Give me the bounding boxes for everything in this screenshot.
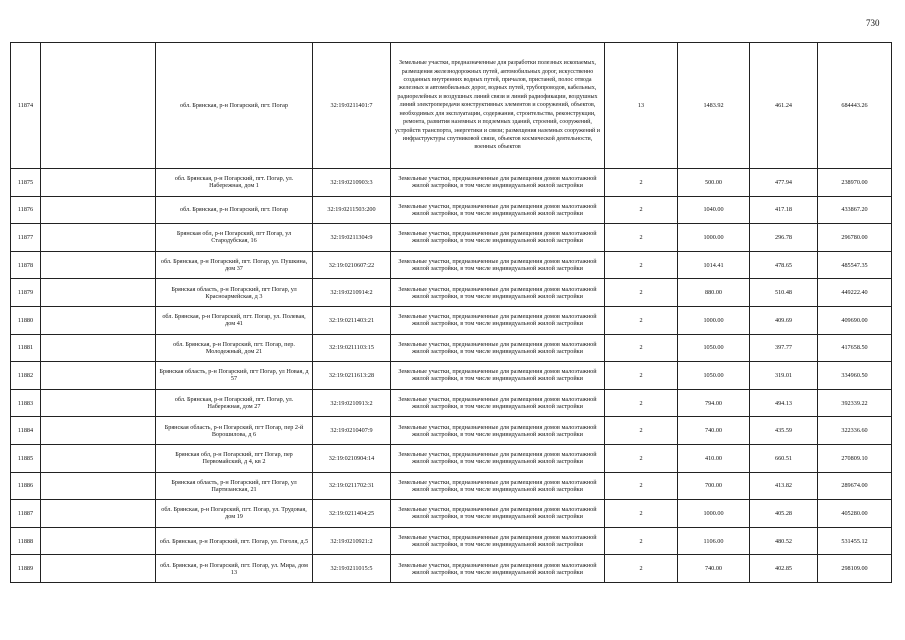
specific-value-cell: 417.18 (750, 196, 818, 224)
cadastral-number-cell: 32:19:0211702:31 (313, 472, 391, 500)
table-row (11, 500, 892, 528)
cadastral-value-cell: 322336.60 (818, 417, 892, 445)
land-use-cell: Земельные участки, предназначенные для размещения домов малоэтажной жилой застройки, в том числе индивидуальной жилой застройки (391, 472, 605, 500)
area-cell: 1040.00 (678, 196, 750, 224)
cadastral-value-cell: 449222.40 (818, 279, 892, 307)
area-cell: 740.00 (678, 555, 750, 583)
address-cell: обл. Брянская, р-н Погарский, пгт. Погар, ул. Набережная, дом 27 (156, 389, 313, 417)
row-number-cell: 11889 (11, 555, 41, 583)
row-number-cell: 11882 (11, 362, 41, 390)
specific-value-cell: 402.85 (750, 555, 818, 583)
area-cell: 1000.00 (678, 224, 750, 252)
specific-value-cell: 405.28 (750, 500, 818, 528)
table-row (11, 224, 892, 252)
cadastral-value-cell: 684443.26 (818, 43, 892, 169)
group-cell: 2 (605, 417, 678, 445)
address-cell: Брянская область, р-н Погарский, пгт Погар, ул Новая, д 57 (156, 362, 313, 390)
table-row (11, 334, 892, 362)
cadastral-number-cell: 32:19:0210903:3 (313, 169, 391, 197)
group-cell: 2 (605, 251, 678, 279)
specific-value-cell: 413.82 (750, 472, 818, 500)
specific-value-cell: 409.69 (750, 306, 818, 334)
row-number-cell: 11874 (11, 43, 41, 169)
empty-cell (41, 43, 156, 169)
address-cell: обл. Брянская, р-н Погарский, пгт. Погар, ул. Мира, дом 13 (156, 555, 313, 583)
row-number-cell: 11876 (11, 196, 41, 224)
specific-value-cell: 478.65 (750, 251, 818, 279)
group-cell: 2 (605, 279, 678, 307)
table-row (11, 417, 892, 445)
cadastral-value-cell: 417658.50 (818, 334, 892, 362)
cadastral-value-cell: 298109.00 (818, 555, 892, 583)
cadastral-number-cell: 32:19:0210913:2 (313, 389, 391, 417)
address-cell: обл. Брянская, р-н Погарский, пгт. Погар, пер. Молодежный, дом 21 (156, 334, 313, 362)
land-use-cell: Земельные участки, предназначенные для размещения домов малоэтажной жилой застройки, в том числе индивидуальной жилой застройки (391, 500, 605, 528)
group-cell: 2 (605, 169, 678, 197)
area-cell: 740.00 (678, 417, 750, 445)
group-cell: 2 (605, 500, 678, 528)
address-cell: Брянская область, р-н Погарский, пгт Погар, ул Партизанская, 21 (156, 472, 313, 500)
specific-value-cell: 319.01 (750, 362, 818, 390)
specific-value-cell: 660.51 (750, 444, 818, 472)
table-row (11, 362, 892, 390)
land-use-cell: Земельные участки, предназначенные для размещения домов малоэтажной жилой застройки, в том числе индивидуальной жилой застройки (391, 334, 605, 362)
land-use-cell: Земельные участки, предназначенные для размещения домов малоэтажной жилой застройки, в том числе индивидуальной жилой застройки (391, 444, 605, 472)
empty-cell (41, 500, 156, 528)
row-number-cell: 11877 (11, 224, 41, 252)
table-row (11, 196, 892, 224)
cadastral-number-cell: 32:19:0210407:9 (313, 417, 391, 445)
area-cell: 700.00 (678, 472, 750, 500)
address-cell: Брянская обл, р-н Погарский, пгт Погар, пер Первомайский, д 4, кв 2 (156, 444, 313, 472)
table-row (11, 472, 892, 500)
cadastral-value-cell: 289674.00 (818, 472, 892, 500)
table-row (11, 306, 892, 334)
cadastral-value-cell: 433867.20 (818, 196, 892, 224)
cadastral-value-cell: 485547.35 (818, 251, 892, 279)
cadastral-number-cell: 32:19:0211503:200 (313, 196, 391, 224)
empty-cell (41, 362, 156, 390)
table-row (11, 389, 892, 417)
address-cell: обл. Брянская, р-н Погарский, пгт. Погар (156, 196, 313, 224)
specific-value-cell: 461.24 (750, 43, 818, 169)
group-cell: 2 (605, 444, 678, 472)
group-cell: 2 (605, 527, 678, 555)
specific-value-cell: 397.77 (750, 334, 818, 362)
cadastral-number-cell: 32:19:0211404:25 (313, 500, 391, 528)
group-cell: 2 (605, 389, 678, 417)
group-cell: 2 (605, 472, 678, 500)
address-cell: Брянская область, р-н Погарский, пгт Погар, пер 2-й Ворошилова, д 6 (156, 417, 313, 445)
row-number-cell: 11886 (11, 472, 41, 500)
cadastral-value-cell: 334960.50 (818, 362, 892, 390)
cadastral-number-cell: 32:19:0210904:14 (313, 444, 391, 472)
cadastral-value-cell: 409690.00 (818, 306, 892, 334)
group-cell: 2 (605, 362, 678, 390)
row-number-cell: 11878 (11, 251, 41, 279)
area-cell: 1000.00 (678, 306, 750, 334)
area-cell: 1050.00 (678, 334, 750, 362)
empty-cell (41, 306, 156, 334)
area-cell: 794.00 (678, 389, 750, 417)
cadastral-number-cell: 32:19:0210921:2 (313, 527, 391, 555)
group-cell: 2 (605, 306, 678, 334)
empty-cell (41, 389, 156, 417)
table-row (11, 251, 892, 279)
table-row (11, 555, 892, 583)
empty-cell (41, 224, 156, 252)
address-cell: обл. Брянская, р-н Погарский, пгт. Погар, ул. Полевая, дом 41 (156, 306, 313, 334)
row-number-cell: 11883 (11, 389, 41, 417)
table-row (11, 444, 892, 472)
area-cell: 1050.00 (678, 362, 750, 390)
area-cell: 1483.92 (678, 43, 750, 169)
empty-cell (41, 334, 156, 362)
empty-cell (41, 527, 156, 555)
cadastral-number-cell: 32:19:0211103:15 (313, 334, 391, 362)
cadastral-value-cell: 531455.12 (818, 527, 892, 555)
table-row (11, 169, 892, 197)
specific-value-cell: 494.13 (750, 389, 818, 417)
area-cell: 1000.00 (678, 500, 750, 528)
cadastral-number-cell: 32:19:0210914:2 (313, 279, 391, 307)
empty-cell (41, 555, 156, 583)
group-cell: 2 (605, 555, 678, 583)
land-use-cell: Земельные участки, предназначенные для размещения домов малоэтажной жилой застройки, в том числе индивидуальной жилой застройки (391, 389, 605, 417)
empty-cell (41, 444, 156, 472)
land-use-cell: Земельные участки, предназначенные для размещения домов малоэтажной жилой застройки, в том числе индивидуальной жилой застройки (391, 417, 605, 445)
area-cell: 500.00 (678, 169, 750, 197)
table-row (11, 527, 892, 555)
address-cell: обл. Брянская, р-н Погарский, пгт. Погар (156, 43, 313, 169)
cadastral-number-cell: 32:19:0211401:7 (313, 43, 391, 169)
land-use-cell: Земельные участки, предназначенные для размещения домов малоэтажной жилой застройки, в том числе индивидуальной жилой застройки (391, 196, 605, 224)
row-number-cell: 11875 (11, 169, 41, 197)
specific-value-cell: 510.48 (750, 279, 818, 307)
row-number-cell: 11884 (11, 417, 41, 445)
cadastral-value-cell: 270809.10 (818, 444, 892, 472)
land-use-cell: Земельные участки, предназначенные для размещения домов малоэтажной жилой застройки, в том числе индивидуальной жилой застройки (391, 279, 605, 307)
land-use-cell: Земельные участки, предназначенные для разработки полезных ископаемых, размещения железнодорожных путей, автомобильных дорог, искусственно созданных внутренних водных путей, причалов, пристаней, полос отвода железных и автомобильных дорог, водных путей, трубопроводов, кабельных, радиорелейных и воздушных линий связи и линий радиофикации, воздушных линий электропередачи конструктивных элементов и сооружений, объектов, необходимых для эксплуатации, содержания, строительства, реконструкции, ремонта, развития наземных и подземных зданий, строений, сооружений, устройств транспорта, энергетики и связи; размещения наземных сооружений и инфраструктуры спутниковой связи, объектов космической деятельности, военных объектов (391, 43, 605, 169)
address-cell: Брянская обл, р-н Погарский, пгт Погар, ул Стародубская, 16 (156, 224, 313, 252)
land-use-cell: Земельные участки, предназначенные для размещения домов малоэтажной жилой застройки, в том числе индивидуальной жилой застройки (391, 169, 605, 197)
specific-value-cell: 477.94 (750, 169, 818, 197)
land-use-cell: Земельные участки, предназначенные для размещения домов малоэтажной жилой застройки, в том числе индивидуальной жилой застройки (391, 224, 605, 252)
specific-value-cell: 435.59 (750, 417, 818, 445)
address-cell: обл. Брянская, р-н Погарский, пгт. Погар, ул. Трудовая, дом 19 (156, 500, 313, 528)
area-cell: 410.00 (678, 444, 750, 472)
area-cell: 1106.00 (678, 527, 750, 555)
area-cell: 880.00 (678, 279, 750, 307)
land-use-cell: Земельные участки, предназначенные для размещения домов малоэтажной жилой застройки, в том числе индивидуальной жилой застройки (391, 555, 605, 583)
table-row (11, 279, 892, 307)
empty-cell (41, 417, 156, 445)
address-cell: Брянская область, р-н Погарский, пгт Погар, ул Красноармейская, д 3 (156, 279, 313, 307)
land-use-cell: Земельные участки, предназначенные для размещения домов малоэтажной жилой застройки, в том числе индивидуальной жилой застройки (391, 527, 605, 555)
cadastral-value-cell: 296780.00 (818, 224, 892, 252)
row-number-cell: 11879 (11, 279, 41, 307)
empty-cell (41, 169, 156, 197)
group-cell: 2 (605, 334, 678, 362)
empty-cell (41, 472, 156, 500)
cadastral-number-cell: 32:19:0211403:21 (313, 306, 391, 334)
address-cell: обл. Брянская, р-н Погарский, пгт. Погар, ул. Гоголя, д.5 (156, 527, 313, 555)
area-cell: 1014.41 (678, 251, 750, 279)
row-number-cell: 11888 (11, 527, 41, 555)
row-number-cell: 11880 (11, 306, 41, 334)
address-cell: обл. Брянская, р-н Погарский, пгт. Погар, ул. Пушкина, дом 37 (156, 251, 313, 279)
row-number-cell: 11887 (11, 500, 41, 528)
empty-cell (41, 279, 156, 307)
cadastral-number-cell: 32:19:0211613:28 (313, 362, 391, 390)
land-use-cell: Земельные участки, предназначенные для размещения домов малоэтажной жилой застройки, в том числе индивидуальной жилой застройки (391, 306, 605, 334)
empty-cell (41, 196, 156, 224)
land-use-cell: Земельные участки, предназначенные для размещения домов малоэтажной жилой застройки, в том числе индивидуальной жилой застройки (391, 251, 605, 279)
table-row (11, 43, 892, 169)
page-number: 730 (866, 18, 880, 28)
group-cell: 2 (605, 196, 678, 224)
group-cell: 2 (605, 224, 678, 252)
group-cell: 13 (605, 43, 678, 169)
cadastral-number-cell: 32:19:0211304:9 (313, 224, 391, 252)
row-number-cell: 11881 (11, 334, 41, 362)
row-number-cell: 11885 (11, 444, 41, 472)
cadastral-value-table (10, 42, 892, 583)
specific-value-cell: 480.52 (750, 527, 818, 555)
cadastral-value-cell: 405280.00 (818, 500, 892, 528)
land-use-cell: Земельные участки, предназначенные для размещения домов малоэтажной жилой застройки, в том числе индивидуальной жилой застройки (391, 362, 605, 390)
cadastral-number-cell: 32:19:0211015:5 (313, 555, 391, 583)
table-body (11, 43, 892, 583)
address-cell: обл. Брянская, р-н Погарский, пгт. Погар, ул. Набережная, дом 1 (156, 169, 313, 197)
specific-value-cell: 296.78 (750, 224, 818, 252)
cadastral-value-cell: 238970.00 (818, 169, 892, 197)
cadastral-value-cell: 392339.22 (818, 389, 892, 417)
cadastral-number-cell: 32:19:0210607:22 (313, 251, 391, 279)
empty-cell (41, 251, 156, 279)
